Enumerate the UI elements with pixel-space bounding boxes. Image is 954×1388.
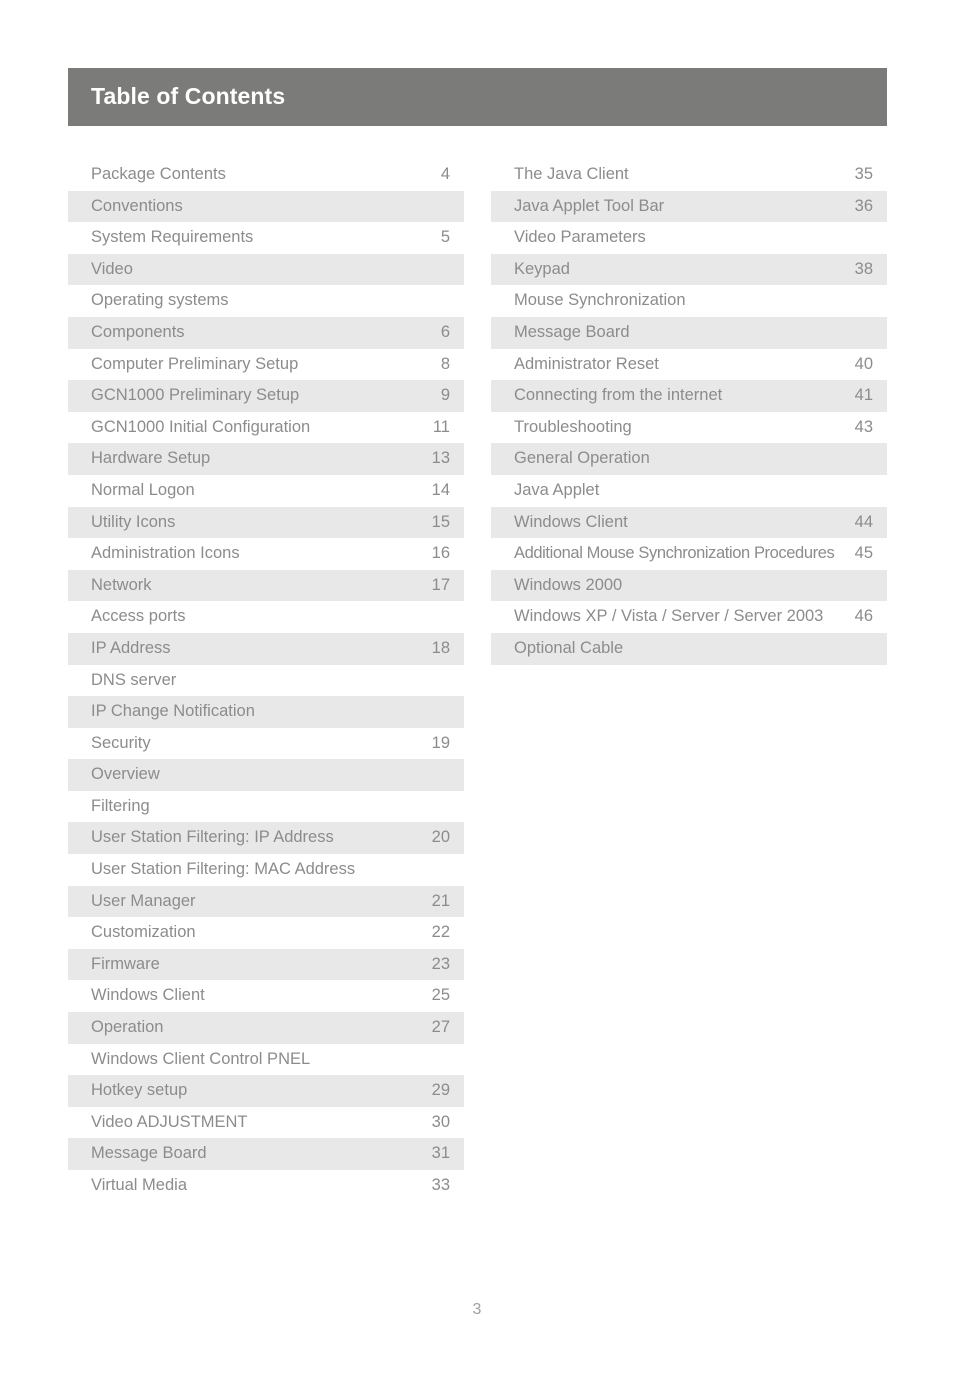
toc-entry-title: Access ports <box>91 607 186 626</box>
toc-entry[interactable] <box>68 728 464 760</box>
toc-entry-page: 18 <box>431 638 450 657</box>
toc-entry-page: 33 <box>431 1176 450 1194</box>
toc-entry-page: 44 <box>854 512 873 531</box>
toc-entry-page: 13 <box>431 449 450 468</box>
toc-entry-title: Normal Logon <box>91 480 195 499</box>
toc-entry-title: Windows Client <box>91 986 205 1005</box>
toc-entry-title: Message Board <box>91 1144 207 1163</box>
toc-entry-title: Mouse Synchronization <box>514 291 686 310</box>
toc-entry[interactable] <box>491 159 887 191</box>
toc-entry-title: Overview <box>91 765 160 784</box>
toc-entry-page: 19 <box>431 733 450 752</box>
toc-entry[interactable] <box>68 791 464 823</box>
toc-entry-page: 45 <box>854 544 873 563</box>
toc-entry[interactable] <box>68 917 464 949</box>
toc-entry-page: 4 <box>440 165 450 183</box>
toc-entry[interactable] <box>491 507 887 539</box>
toc-entry[interactable] <box>68 601 464 633</box>
toc-entry-title: DNS server <box>91 670 177 689</box>
toc-entry-title: Operation <box>91 1018 164 1037</box>
toc-entry[interactable] <box>68 1170 464 1202</box>
toc-entry-title: User Station Filtering: MAC Address <box>91 860 356 879</box>
toc-entry-page: 27 <box>431 1018 450 1037</box>
toc-entry-title: Administration Icons <box>91 544 240 563</box>
toc-entry[interactable] <box>68 696 464 728</box>
toc-header-bar <box>68 68 887 126</box>
toc-entry-title: User Manager <box>91 891 196 910</box>
toc-entry-title: Java Applet Tool Bar <box>514 196 665 215</box>
toc-entry[interactable] <box>68 1075 464 1107</box>
toc-entry[interactable] <box>68 538 464 570</box>
toc-entry-title: Optional Cable <box>514 638 624 657</box>
toc-entry-title: Computer Preliminary Setup <box>91 354 299 373</box>
toc-entry[interactable] <box>491 254 887 286</box>
toc-entry-title: Filtering <box>91 796 150 815</box>
toc-entry-title: System Requirements <box>91 228 254 247</box>
toc-entry[interactable] <box>491 222 887 254</box>
toc-entry-page: 30 <box>431 1112 450 1131</box>
toc-entry[interactable] <box>68 665 464 697</box>
toc-entry-title: User Station Filtering: IP Address <box>91 828 334 847</box>
toc-entry-title: Connecting from the internet <box>514 386 723 405</box>
toc-entry-title: Troubleshooting <box>514 417 632 436</box>
toc-entry-title: Video <box>91 259 133 278</box>
toc-entry-page: 5 <box>440 228 450 247</box>
toc-entry-page: 46 <box>854 607 873 626</box>
toc-entry[interactable] <box>491 349 887 381</box>
toc-entry-title: Security <box>91 733 151 752</box>
toc-entry-title: Operating systems <box>91 291 229 310</box>
toc-entry-title: GCN1000 Initial Configuration <box>91 417 311 436</box>
toc-entry-page: 11 <box>432 417 450 436</box>
toc-entry[interactable] <box>491 191 887 223</box>
toc-entry[interactable] <box>491 443 887 475</box>
toc-entry[interactable] <box>68 980 464 1012</box>
toc-entry[interactable] <box>68 1012 464 1044</box>
toc-entry[interactable] <box>491 475 887 507</box>
toc-entry-title: Windows XP / Vista / Server / Server 2003 <box>514 607 824 626</box>
toc-entry-page: 15 <box>431 512 450 531</box>
toc-entry-title: General Operation <box>514 449 650 468</box>
toc-entry[interactable] <box>68 886 464 918</box>
toc-entry-page: 40 <box>854 354 873 373</box>
toc-entry[interactable] <box>68 317 464 349</box>
toc-entry[interactable] <box>68 191 464 223</box>
toc-entry-title: GCN1000 Preliminary Setup <box>91 386 300 405</box>
toc-entry[interactable] <box>68 159 464 191</box>
toc-entry[interactable] <box>68 443 464 475</box>
toc-entry-title: Windows 2000 <box>514 575 623 594</box>
toc-entry-page: 35 <box>854 165 873 183</box>
toc-entry-title: Windows Client Control PNEL <box>91 1049 311 1068</box>
toc-entry[interactable] <box>491 285 887 317</box>
toc-entry-page: 20 <box>431 828 450 847</box>
toc-entry[interactable] <box>68 822 464 854</box>
toc-entry[interactable] <box>68 759 464 791</box>
toc-entry-title: Video ADJUSTMENT <box>91 1112 248 1131</box>
toc-entry[interactable] <box>68 854 464 886</box>
toc-entry-page: 43 <box>854 417 873 436</box>
toc-entry-page: 22 <box>431 923 450 942</box>
toc-entry[interactable] <box>68 285 464 317</box>
toc-entry[interactable] <box>491 412 887 444</box>
toc-entry-title: Virtual Media <box>91 1176 187 1194</box>
toc-entry-title: IP Change Notification <box>91 702 255 721</box>
toc-entry-title: Package Contents <box>91 165 226 183</box>
toc-entry-title: Utility Icons <box>91 512 176 531</box>
toc-entry-title: Additional Mouse Synchronization Procedures <box>514 544 835 563</box>
toc-entry[interactable] <box>491 317 887 349</box>
toc-entry-page: 25 <box>431 986 450 1005</box>
toc-entry-title: Video Parameters <box>514 228 646 247</box>
toc-entry-title: Customization <box>91 923 196 942</box>
toc-entry-title: Components <box>91 322 185 341</box>
toc-entry-page: 21 <box>431 891 450 910</box>
toc-entry-page: 31 <box>431 1144 450 1163</box>
toc-entry[interactable] <box>491 601 887 633</box>
toc-column-left <box>68 159 464 1202</box>
toc-entry[interactable] <box>68 380 464 412</box>
toc-entry-page: 8 <box>440 354 450 373</box>
toc-entry-page: 36 <box>854 196 873 215</box>
toc-entry-page: 16 <box>431 544 450 563</box>
toc-entry-page: 14 <box>431 480 450 499</box>
toc-entry[interactable] <box>68 949 464 981</box>
toc-entry-title: Java Applet <box>514 480 600 499</box>
page-number: 3 <box>472 1301 482 1318</box>
toc-entry[interactable] <box>68 475 464 507</box>
toc-entry-page: 9 <box>440 386 450 405</box>
toc-entry-page: 6 <box>440 322 450 341</box>
toc-entry[interactable] <box>68 1107 464 1139</box>
toc-entry-page: 29 <box>431 1081 450 1100</box>
toc-entry[interactable] <box>68 570 464 602</box>
toc-entry-page: 41 <box>854 386 873 405</box>
toc-entry-title: Message Board <box>514 322 630 341</box>
toc-entry[interactable] <box>68 507 464 539</box>
toc-entry-title: The Java Client <box>514 165 629 183</box>
toc-entry-title: Conventions <box>91 196 183 215</box>
toc-entry-title: IP Address <box>91 638 171 657</box>
toc-entry[interactable] <box>68 412 464 444</box>
toc-entry[interactable] <box>491 538 887 570</box>
toc-entry[interactable] <box>68 254 464 286</box>
toc-entry[interactable] <box>68 349 464 381</box>
toc-entry[interactable] <box>68 222 464 254</box>
toc-entry-title: Administrator Reset <box>514 354 659 373</box>
toc-entry-page: 23 <box>431 954 450 973</box>
toc-entry-page: 17 <box>431 575 450 594</box>
toc-entry[interactable] <box>491 633 887 665</box>
page-title: Table of Contents <box>91 83 286 109</box>
toc-entry-title: Firmware <box>91 954 160 973</box>
toc-entry[interactable] <box>68 1138 464 1170</box>
toc-entry[interactable] <box>491 380 887 412</box>
toc-entry-title: Keypad <box>514 259 570 278</box>
toc-entry-page: 38 <box>854 259 873 278</box>
toc-entry[interactable] <box>491 570 887 602</box>
toc-entry[interactable] <box>68 633 464 665</box>
toc-entry-title: Windows Client <box>514 512 628 531</box>
toc-entry-title: Hardware Setup <box>91 449 211 468</box>
toc-entry[interactable] <box>68 1044 464 1076</box>
toc-entry-title: Network <box>91 575 152 594</box>
toc-entry-title: Hotkey setup <box>91 1081 188 1100</box>
toc-column-right <box>491 159 887 665</box>
